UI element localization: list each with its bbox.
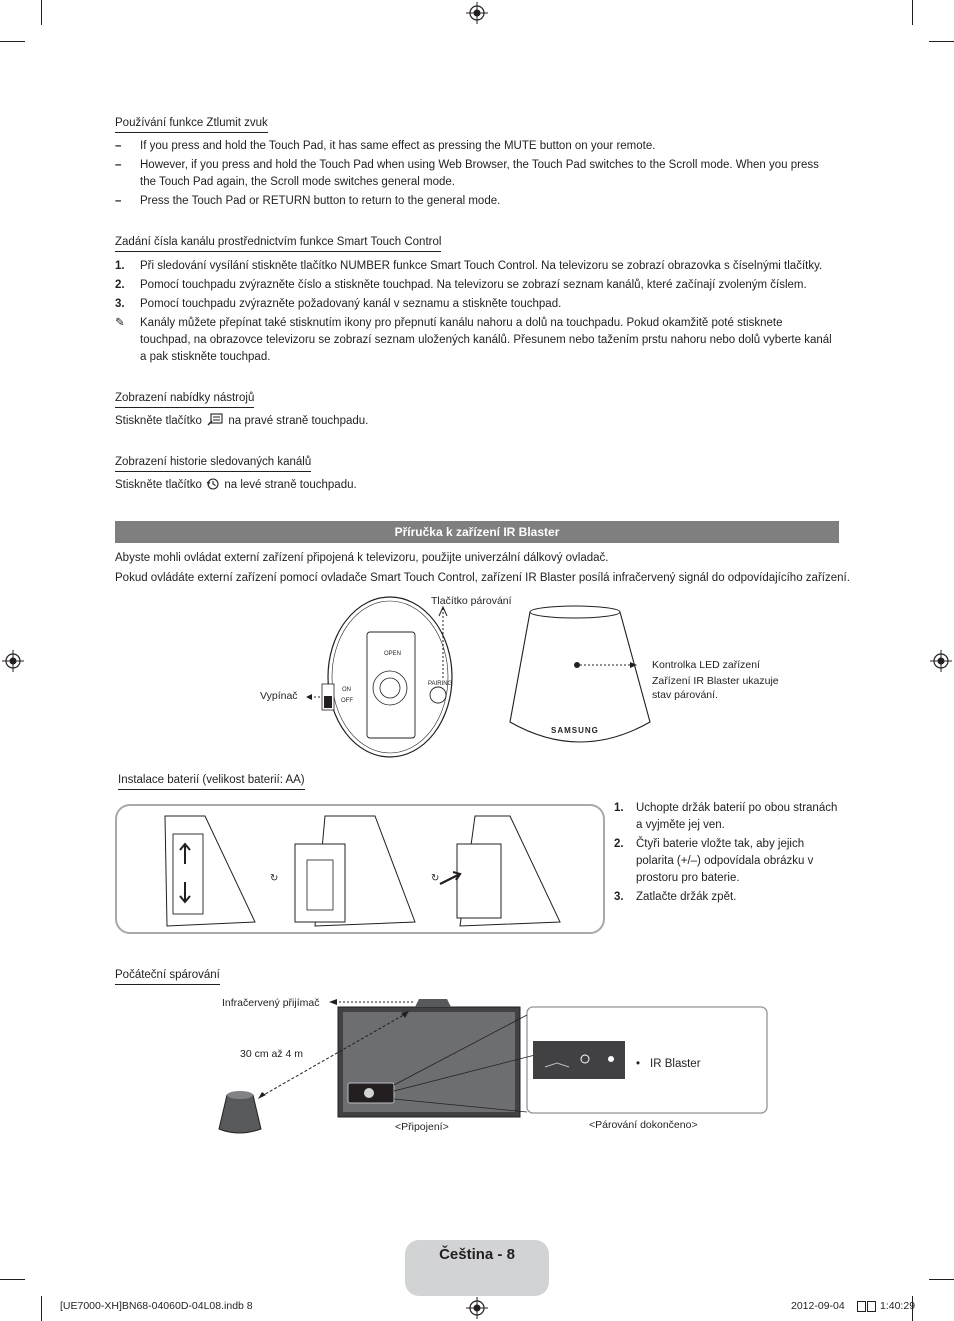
switch-on-label: ON xyxy=(342,687,351,693)
section-heading-pairing: Počáteční spárování xyxy=(115,967,220,985)
step-text: Čtyři baterie vložte tak, aby jejich polarita (+/–) odpovídala obrázku v prostoru pro baterie. xyxy=(636,838,814,884)
tools-button-icon xyxy=(207,413,223,426)
list-text: However, if you press and hold the Touch Pad when using Web Browser, the Touch Pad switches to the Scroll mode. When you press the Touch Pad again, the Scroll mode switches general mode. xyxy=(140,159,819,188)
crop-mark xyxy=(0,41,25,42)
switch-off-label: OFF xyxy=(341,698,353,704)
receiver-label: Infračervený přijímač xyxy=(222,997,320,1009)
list-text: Při sledování vysílání stiskněte tlačítko NUMBER funkce Smart Touch Control. Na televizoru se zobrazí obrazovka s číselnými tlačítky. xyxy=(140,260,823,272)
registration-mark-icon xyxy=(2,650,24,672)
footer-placeholder-glyph xyxy=(857,1301,866,1312)
history-text-after: na levé straně touchpadu. xyxy=(224,479,357,491)
step-text: Zatlačte držák zpět. xyxy=(636,891,737,903)
section-heading-history: Zobrazení historie sledovaných kanálů xyxy=(115,454,311,472)
step-marker: 1. xyxy=(614,802,624,814)
crop-mark xyxy=(929,1279,954,1280)
history-instruction xyxy=(115,477,357,494)
section-heading-tools: Zobrazení nabídky nástrojů xyxy=(115,390,254,408)
list-marker: 3. xyxy=(115,298,125,310)
crop-mark xyxy=(0,1279,25,1280)
list-text: Pomocí touchpadu zvýrazněte požadovaný kanál v seznamu a stiskněte touchpad. xyxy=(140,298,562,310)
list-marker: – xyxy=(115,159,122,171)
crop-mark xyxy=(41,0,42,25)
tools-text-after: na pravé straně touchpadu. xyxy=(228,415,369,427)
list-marker: – xyxy=(115,195,122,207)
crop-mark xyxy=(912,0,913,25)
page-label-badge xyxy=(405,1240,549,1296)
connect-caption: <Připojení> xyxy=(395,1121,449,1133)
led-label: Kontrolka LED zařízení xyxy=(652,659,760,671)
footer-date: 2012-09-04 xyxy=(791,1300,845,1312)
note-icon: ✎ xyxy=(115,317,125,329)
registration-mark-icon xyxy=(466,1297,488,1319)
note-text: Kanály můžete přepínat také stisknutím ikony pro přepnutí kanálu nahoru a dolů na touchpadu. Pokud okamžitě poté stisknete touchpad, na obrazovce televizoru se zobrazí seznam uložených kanálů. Přesunem nebo tažením prstu nahoru nebo dolů vyberte kanál a pak stiskněte touchpad. xyxy=(140,317,832,363)
open-label: OPEN xyxy=(384,651,402,657)
svg-text:↻: ↻ xyxy=(270,873,279,884)
ir-paragraph: Pokud ovládáte externí zařízení pomocí ovladače Smart Touch Control, zařízení IR Blaster posílá infračervený signál do odpovídajícího zařízení. xyxy=(115,572,850,584)
switch-label: Vypínač xyxy=(260,690,298,702)
list-marker: 2. xyxy=(115,279,125,291)
pairing-label: PAIRING xyxy=(428,681,453,687)
crop-mark xyxy=(929,41,954,42)
tools-text-before: Stiskněte tlačítko xyxy=(115,415,202,427)
distance-label: 30 cm až 4 m xyxy=(240,1048,304,1060)
list-text: Press the Touch Pad or RETURN button to return to the general mode. xyxy=(140,195,501,207)
section-title-bar: Příručka k zařízení IR Blaster xyxy=(115,521,839,543)
led-description: Zařízení IR Blaster ukazuje stav párování. xyxy=(652,675,779,701)
step-marker: 2. xyxy=(614,838,624,850)
brand-label: SAMSUNG xyxy=(551,726,599,735)
list-marker: – xyxy=(115,140,122,152)
registration-mark-icon xyxy=(466,2,488,24)
tools-instruction xyxy=(115,413,368,430)
pairing-button-label: Tlačítko párování xyxy=(431,595,512,607)
list-text: Pomocí touchpadu zvýrazněte číslo a stiskněte touchpad. Na televizoru se zobrazí seznam kanálů, které začínají zvoleným číslem. xyxy=(140,279,807,291)
list-marker: 1. xyxy=(115,260,125,272)
footer-file: [UE7000-XH]BN68-04060D-04L08.indb 8 xyxy=(60,1300,253,1312)
history-button-icon xyxy=(206,477,220,490)
list-text: If you press and hold the Touch Pad, it has same effect as pressing the MUTE button on your remote. xyxy=(140,140,656,152)
crop-mark xyxy=(41,1296,42,1321)
footer-time: 1:40:29 xyxy=(880,1300,916,1312)
bullet-icon: • xyxy=(636,1058,641,1070)
section-heading-mute: Používání funkce Ztlumit zvuk xyxy=(115,115,268,133)
step-text: Uchopte držák baterií po obou stranách a vyjměte jej ven. xyxy=(636,802,838,831)
step-marker: 3. xyxy=(614,891,624,903)
page-label: Čeština - 8 xyxy=(439,1246,515,1263)
svg-text:↻: ↻ xyxy=(431,873,440,884)
pairing-done-caption: <Párování dokončeno> xyxy=(589,1119,698,1131)
battery-install-diagram xyxy=(115,804,607,936)
section-heading-channel: Zadání čísla kanálu prostřednictvím funkce Smart Touch Control xyxy=(115,234,441,252)
footer-placeholder-glyph xyxy=(867,1301,876,1312)
section-heading-battery: Instalace baterií (velikost baterií: AA) xyxy=(118,772,305,790)
history-text-before: Stiskněte tlačítko xyxy=(115,479,202,491)
ir-blaster-label: IR Blaster xyxy=(650,1058,701,1070)
ir-paragraph: Abyste mohli ovládat externí zařízení připojená k televizoru, použijte univerzální dálkový ovladač. xyxy=(115,552,609,564)
ir-blaster-list-item xyxy=(636,1056,701,1073)
registration-mark-icon xyxy=(930,650,952,672)
